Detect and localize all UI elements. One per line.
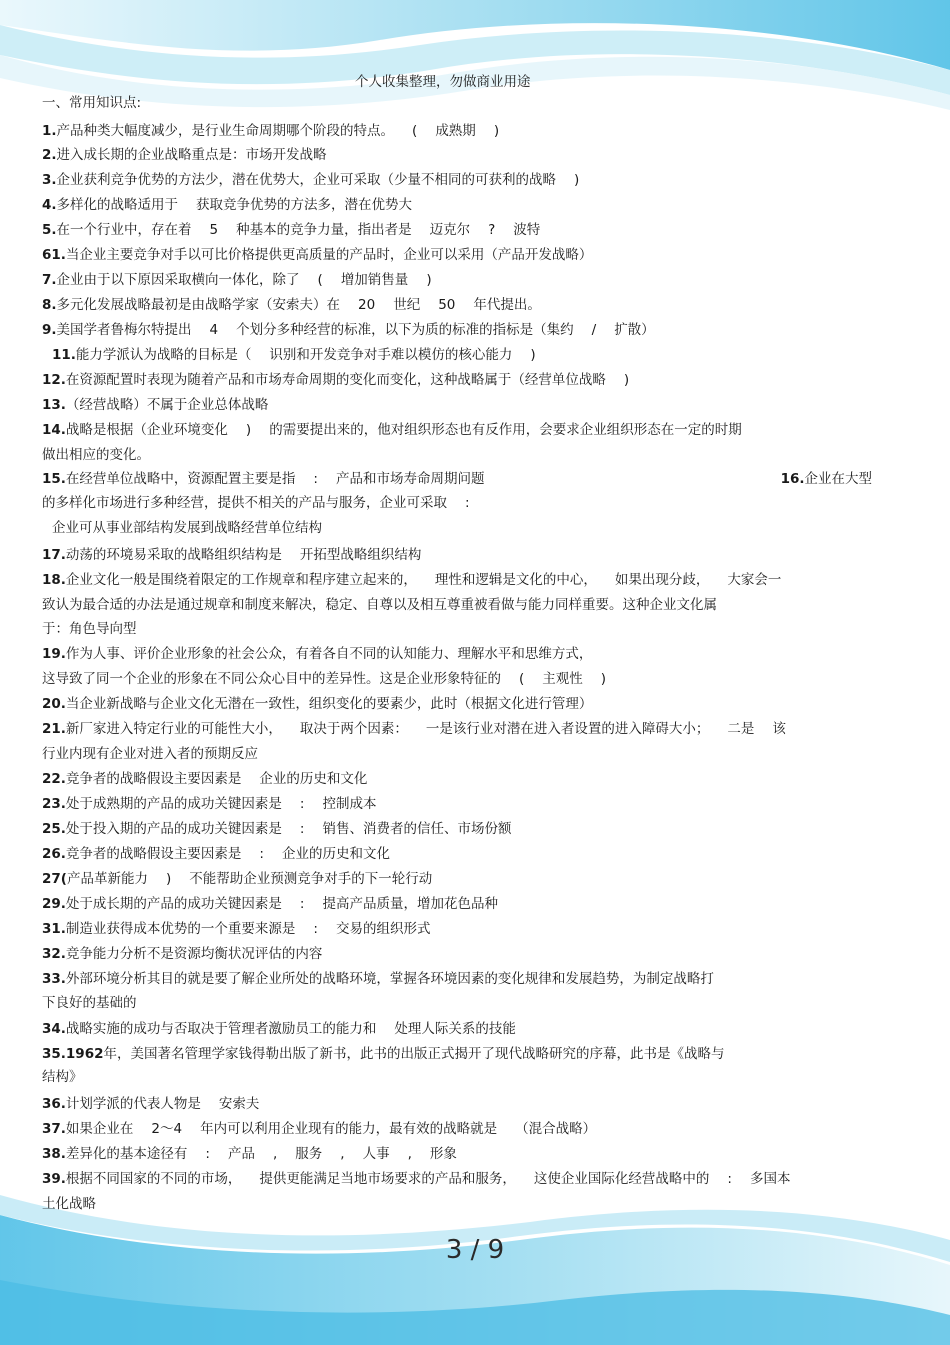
item-text: 美国学者鲁梅尔特提出	[56, 322, 192, 338]
item-text: 下良好的基础的	[42, 995, 137, 1011]
item-number: 4.	[42, 197, 57, 213]
item-text: 企业的历史和文化	[281, 846, 390, 862]
item-text: 开拓型战略组织结构	[299, 547, 422, 563]
item-text: 年内可以利用企业现有的能力，最有效的战略就是	[200, 1121, 498, 1137]
knowledge-point-line	[42, 146, 327, 164]
item-text: )	[623, 372, 630, 388]
item-text: )	[574, 172, 580, 188]
item-text: 企业在大型	[804, 471, 872, 487]
knowledge-point-line	[52, 346, 536, 364]
item-text: 作为人事、评价企业形象的社会公众，有着各自不同的认知能力、理解水平和思维方式，	[65, 646, 593, 662]
item-text: 该	[772, 721, 786, 737]
knowledge-point-line	[42, 1145, 457, 1163]
knowledge-point-line	[42, 770, 367, 788]
item-text: 大家会一	[727, 572, 782, 588]
item-text: 产品	[227, 1146, 255, 1162]
item-text: :	[299, 796, 305, 812]
item-text: 主观性	[542, 671, 583, 687]
item-number: 35.1962	[42, 1046, 104, 1062]
item-text: （混合战略）	[515, 1121, 597, 1137]
item-text: 做出相应的变化。	[42, 447, 150, 463]
item-text: 企业获利竞争优势的方法少，潜在优势大，企业可采取（少量不相同的可获利的战略	[56, 172, 557, 188]
page-header: 个人收集整理，勿做商业用途	[355, 74, 531, 90]
item-text: 20	[358, 297, 376, 313]
item-text: :	[465, 495, 470, 511]
knowledge-point-line	[42, 321, 655, 339]
item-number: 7.	[42, 272, 57, 288]
knowledge-point-line	[42, 620, 137, 638]
item-text: 交易的组织形式	[335, 921, 431, 937]
knowledge-point-line	[42, 546, 421, 564]
item-text: 竞争者的战略假设主要因素是	[65, 771, 242, 787]
item-text: 不能帮助企业预测竞争对手的下一轮行动	[189, 871, 433, 887]
item-number: 16.	[780, 471, 805, 487]
item-text: 企业可从事业部结构发展到战略经营单位结构	[52, 520, 322, 536]
item-text: 在资源配置时表现为随着产品和市场寿命周期的变化而变化，这种战略属于（经营单位战略	[65, 372, 606, 388]
knowledge-point-line	[42, 1045, 725, 1063]
item-text: 企业的历史和文化	[259, 771, 368, 787]
knowledge-point-line	[42, 571, 781, 589]
item-text: 战略实施的成功与否取决于管理者激励员工的能力和	[65, 1021, 377, 1037]
knowledge-point-line	[42, 196, 412, 214]
item-text: 战略是根据（企业环境变化	[65, 422, 228, 438]
item-number: 9.	[42, 322, 57, 338]
item-number: 1.	[42, 123, 57, 139]
item-text: 产品种类大幅度减少，是行业生命周期哪个阶段的特点。	[56, 123, 395, 139]
item-text: 根据不同国家的不同的市场，	[65, 1171, 242, 1187]
item-number: 29.	[42, 896, 66, 912]
item-text: 处于成长期的产品的成功关键因素是	[65, 896, 282, 912]
item-text: 外部环境分析其目的就是要了解企业所处的战略环境，掌握各环境因素的变化规律和发展趋势，为制定战略打	[65, 971, 714, 987]
item-text: 产品革新能力	[66, 871, 148, 887]
item-text: 人事	[362, 1146, 390, 1162]
item-text: 这导致了同一个企业的形象在不同公众心目中的差异性。这是企业形象特征的	[42, 671, 501, 687]
item-number: 12.	[42, 372, 66, 388]
item-number: 20.	[42, 696, 66, 712]
knowledge-point-line	[42, 1170, 790, 1188]
item-text: (	[412, 123, 418, 139]
item-text: 形象	[429, 1146, 457, 1162]
knowledge-point-line	[42, 970, 714, 988]
knowledge-point-line	[42, 171, 579, 189]
knowledge-point-line	[42, 670, 606, 688]
item-number: 19.	[42, 646, 66, 662]
item-text: 服务	[295, 1146, 323, 1162]
item-text: 能力学派认为战略的目标是（	[75, 347, 252, 363]
item-text: )	[245, 422, 252, 438]
item-number: 22.	[42, 771, 66, 787]
item-number: 17.	[42, 547, 66, 563]
item-text: 在经营单位战略中，资源配置主要是指	[65, 471, 296, 487]
knowledge-point-line	[42, 820, 511, 838]
item-text: 2～4	[151, 1121, 183, 1137]
item-text: 动荡的环境易采取的战略组织结构是	[65, 547, 282, 563]
knowledge-point-line	[42, 895, 498, 913]
item-text: 多样化的战略适用于	[56, 197, 179, 213]
item-text: 的需要提出来的，他对组织形态也有反作用，会要求企业组织形态在一定的时期	[269, 422, 742, 438]
knowledge-point-line	[42, 296, 541, 314]
item-text: ?	[488, 222, 496, 238]
item-text: 当企业新战略与企业文化无潜在一致性，组织变化的要素少，此时（根据文化进行管理）	[65, 696, 593, 712]
item-number: 31.	[42, 921, 66, 937]
item-text: :	[205, 1146, 210, 1162]
item-text: 行业内现有企业对进入者的预期反应	[42, 746, 258, 762]
knowledge-point-line	[42, 1020, 516, 1038]
knowledge-point-line	[42, 271, 432, 289]
item-number: 8.	[42, 297, 57, 313]
item-text: 种基本的竞争力量，指出者是	[236, 222, 412, 238]
item-text: /	[591, 322, 597, 338]
item-text: 进入成长期的企业战略重点是：市场开发战略	[56, 147, 327, 163]
item-text: 年，美国著名管理学家钱得勒出版了新书，此书的出版正式揭开了现代战略研究的序幕，此书是《战略与	[103, 1046, 725, 1062]
knowledge-point-line	[42, 745, 258, 763]
item-number: 38.	[42, 1146, 66, 1162]
item-text: :	[299, 896, 305, 912]
item-text: )	[493, 123, 500, 139]
item-number: 39.	[42, 1171, 66, 1187]
item-text: 增加销售量	[340, 272, 409, 288]
item-number: 11.	[52, 347, 76, 363]
item-number: 3.	[42, 172, 57, 188]
item-number: 18.	[42, 572, 66, 588]
item-text: 致认为最合适的办法是通过规章和制度来解决，稳定、自尊以及相互尊重被看做与能力同样重要。这种企业文化属	[42, 597, 717, 613]
item-text: 结构》	[42, 1069, 83, 1085]
item-number: 27(	[42, 871, 67, 887]
knowledge-point-line	[42, 1095, 259, 1113]
knowledge-point-line	[42, 246, 592, 264]
item-text: 50	[438, 297, 456, 313]
item-text: 世纪	[393, 297, 421, 313]
item-text: 年代提出。	[473, 297, 541, 313]
item-text: 这使企业国际化经营战略中的	[533, 1171, 710, 1187]
page-number: 3 / 9	[445, 1235, 505, 1265]
knowledge-point-line	[52, 519, 322, 537]
item-text: ,	[407, 1146, 412, 1162]
knowledge-point-line	[42, 596, 717, 614]
item-number: 21.	[42, 721, 66, 737]
item-text: 的多样化市场进行多种经营，提供不相关的产品与服务，企业可采取	[42, 495, 447, 511]
item-number: 5.	[42, 222, 57, 238]
item-text: 制造业获得成本优势的一个重要来源是	[65, 921, 296, 937]
item-number: 37.	[42, 1121, 66, 1137]
item-text: (	[317, 272, 323, 288]
knowledge-point-line	[42, 845, 390, 863]
item-text: 处于成熟期的产品的成功关键因素是	[65, 796, 282, 812]
item-text: 计划学派的代表人物是	[65, 1096, 201, 1112]
knowledge-point-line-right	[781, 470, 872, 488]
knowledge-point-line	[42, 446, 150, 464]
item-text: (	[519, 671, 525, 687]
item-text: )	[530, 347, 536, 363]
item-text: 产品和市场寿命周期问题	[335, 471, 485, 487]
item-text: （经营战略）不属于企业总体战略	[65, 397, 269, 413]
item-text: 如果企业在	[65, 1121, 134, 1137]
item-text: 波特	[513, 222, 541, 238]
item-text: 企业由于以下原因采取横向一体化，除了	[56, 272, 300, 288]
item-number: 34.	[42, 1021, 66, 1037]
item-text: 4	[209, 322, 219, 338]
item-text: 理性和逻辑是文化的中心，	[434, 572, 597, 588]
item-text: 多元化发展战略最初是由战略学家（安索夫）在	[56, 297, 341, 313]
item-text: 竞争者的战略假设主要因素是	[65, 846, 242, 862]
item-text: 扩散）	[614, 322, 655, 338]
item-text: 提供更能满足当地市场要求的产品和服务，	[259, 1171, 516, 1187]
knowledge-point-line	[42, 645, 592, 663]
item-text: 获取竞争优势的方法多，潜在优势大	[196, 197, 413, 213]
item-text: )	[165, 871, 172, 887]
item-text: 二是	[727, 721, 755, 737]
item-text: 安索夫	[218, 1096, 260, 1112]
item-text: 土化战略	[42, 1196, 96, 1212]
item-text: :	[299, 821, 305, 837]
knowledge-point-line	[42, 1120, 596, 1138]
knowledge-point-line	[42, 994, 137, 1012]
knowledge-point-line	[42, 720, 786, 738]
knowledge-point-line	[42, 122, 499, 140]
item-text: 竞争能力分析不是资源均衡状况评估的内容	[65, 946, 323, 962]
item-number: 2.	[42, 147, 57, 163]
knowledge-point-line	[42, 1195, 96, 1213]
item-text: 差异化的基本途径有	[65, 1146, 188, 1162]
item-number: 32.	[42, 946, 66, 962]
item-text: 当企业主要竞争对手以可比价格提供更高质量的产品时，企业可以采用（产品开发战略）	[65, 247, 593, 263]
knowledge-point-line	[42, 795, 376, 813]
item-text: 迈克尔	[429, 222, 471, 238]
knowledge-point-line	[42, 945, 322, 963]
item-number: 14.	[42, 422, 66, 438]
knowledge-point-line	[42, 695, 592, 713]
item-text: 如果出现分歧，	[614, 572, 710, 588]
item-number: 61.	[42, 247, 66, 263]
item-text: 于：角色导向型	[42, 621, 137, 637]
knowledge-point-line	[42, 421, 742, 439]
item-text: 在一个行业中，存在着	[56, 222, 192, 238]
knowledge-point-line	[42, 470, 484, 488]
item-text: 一是该行业对潜在进入者设置的进入障碍大小；	[425, 721, 710, 737]
knowledge-point-line	[42, 396, 268, 414]
item-text: ,	[272, 1146, 278, 1162]
item-text: 销售、消费者的信任、市场份额	[322, 821, 512, 837]
item-text: ,	[340, 1146, 345, 1162]
item-text: 处理人际关系的技能	[394, 1021, 516, 1037]
item-text: 企业文化一般是围绕着限定的工作规章和程序建立起来的，	[65, 572, 417, 588]
item-number: 13.	[42, 397, 66, 413]
item-text: 提高产品质量，增加花色品种	[322, 896, 498, 912]
item-text: 取决于两个因素：	[299, 721, 408, 737]
knowledge-point-line	[42, 371, 629, 389]
item-text: 多国本	[749, 1171, 791, 1187]
item-text: :	[313, 471, 318, 487]
item-text: 控制成本	[322, 796, 377, 812]
item-text: )	[600, 671, 607, 687]
item-text: :	[727, 1171, 732, 1187]
item-number: 36.	[42, 1096, 66, 1112]
knowledge-point-line	[42, 221, 540, 239]
item-number: 26.	[42, 846, 66, 862]
item-text: :	[313, 921, 318, 937]
item-number: 25.	[42, 821, 66, 837]
knowledge-point-line	[42, 920, 430, 938]
knowledge-point-line	[42, 494, 470, 512]
item-number: 15.	[42, 471, 66, 487]
knowledge-point-line	[42, 1068, 83, 1086]
item-text: 识别和开发竞争对手难以模仿的核心能力	[269, 347, 513, 363]
item-text: 个划分多种经营的标准，以下为质的标准的指标是（集约	[236, 322, 574, 338]
item-text: 5	[209, 222, 219, 238]
knowledge-point-line	[42, 870, 432, 888]
item-number: 33.	[42, 971, 66, 987]
section-heading: 一、常用知识点:	[42, 95, 142, 111]
item-text: 处于投入期的产品的成功关键因素是	[65, 821, 282, 837]
item-text: 成熟期	[435, 123, 476, 139]
item-number: 23.	[42, 796, 66, 812]
item-text: :	[259, 846, 264, 862]
item-text: 新厂家进入特定行业的可能性大小，	[65, 721, 282, 737]
item-text: )	[426, 272, 432, 288]
